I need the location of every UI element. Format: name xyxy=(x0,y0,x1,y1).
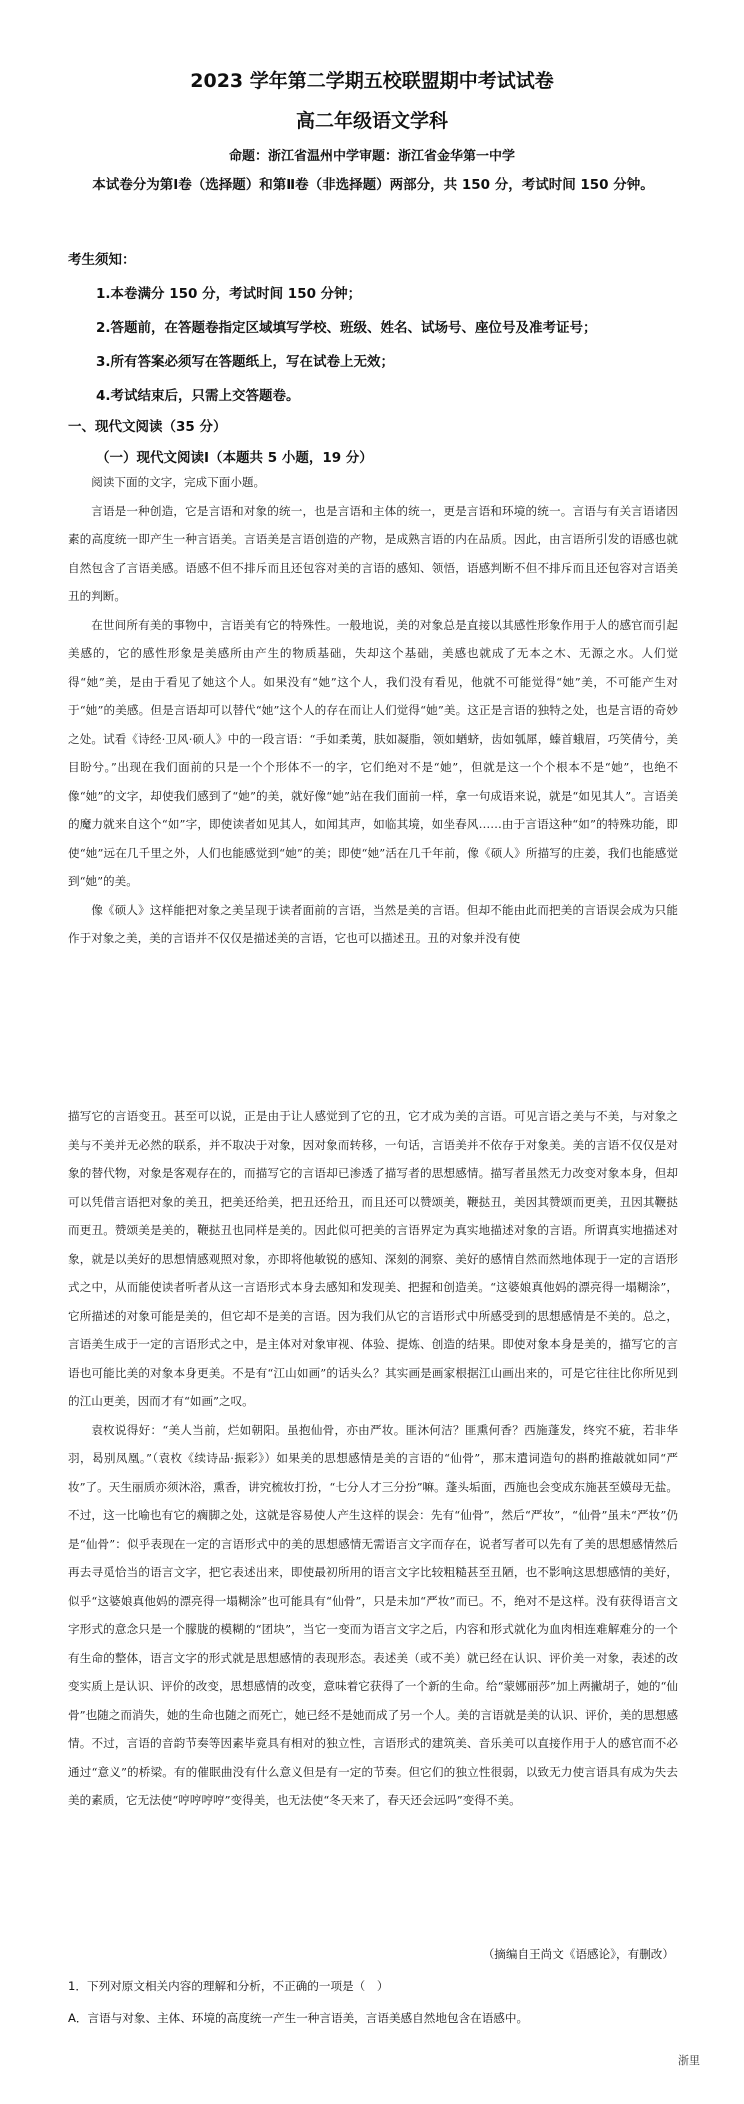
question-stem: 1．下列对原文相关内容的理解和分析，不正确的一项是（ ） xyxy=(68,1979,389,1993)
paragraph-1: 言语是一种创造，它是言语和对象的统一，也是言语和主体的统一，更是言语和环境的统一。言语与有关言语诸因素的高度统一即产生一种言语美。言语美是言语创造的产物，是成熟言语的内在品质。因此，由言语所引发的语感也就自然包含了言语美感。语感不但不排斥而且还包容对美的言语的感知、领悟，语感判断不但不排斥而且还包容对言语美丑的判断。 xyxy=(68,503,678,603)
exam-title: 2023 学年第二学期五校联盟期中考试试卷 xyxy=(190,70,554,92)
notice-heading: 考生须知： xyxy=(68,252,136,268)
paragraph-4: 袁枚说得好：“美人当前，烂如朝阳。虽抱仙骨，亦由严妆。匪沐何洁？匪熏何香？西施蓬发，终究不疵，若非华羽，曷别凤凰。”（袁枚《续诗品·振彩》）如果美的思想感情是美的言语的“仙骨”，那末遣词造句的斟酌推敲就如同“严妆”了。天生丽质亦须沐浴，熏香，讲究梳妆打扮，“七分人才三分扮”嘛。蓬头垢面，西施也会变成东施甚至嫫母无盐。不过，这一比喻也有它的瘸脚之处，这就是容易使人产生这样的误会：先有“仙骨”，然后“严妆”，“仙骨”虽未“严妆”仍是“仙骨”：似乎表现在一定的言语形式中的美的思想感情无需语言文字而存在，说者写者可以先有了美的思想感情然后再去寻觅恰当的语言文字，把它表述出来，即使最初所用的语言文字比较粗糙甚至丑陋，也不影响这思想感情的美好，似乎“这婆娘真他妈的漂亮得一塌糊涂”也可能具有“仙骨”，只是未加“严妆”而已。不，绝对不是这样。没有获得语言文字形式的意念只是一个朦胧的模糊的“团块”，当它一变而为语言文字之后，内容和形式就化为血肉相连难解难分的一个有生命的整体，语言文字的形式就是思想感情的表现形态。表述美（或不美）就已经在认识、评价美一对象，表述的改变实质上是认识、评价的改变，思想感情的改变，意味着它获得了一个新的生命。给“蒙娜丽莎”加上两撇胡子，她的“仙骨”也随之而消失，她的生命也随之而死亡，她已经不是她而成了另一个人。美的言语就是美的认识、评价，美的思想感情。不过，言语的音韵节奏等因素毕竟具有相对的独立性，言语形式的建筑美、音乐美可以直接作用于人的感官而不必通过“意义”的桥梁。有的催眠曲没有什么意义但是有一定的节奏。但它们的独立性很弱，以致无力使言语具有成为失去美的素质，它无法使“哼哼哼哼”变得美，也无法使“冬天来了，春天还会远吗”变得不美。 xyxy=(68,1422,678,1807)
section-heading: 一、现代文阅读（35 分） xyxy=(68,419,227,435)
notice-item-1: 1.本卷满分 150 分，考试时间 150 分钟； xyxy=(96,286,362,302)
exam-authors: 命题：浙江省温州中学审题：浙江省金华第一中学 xyxy=(228,149,515,164)
page-footer: 浙里 xyxy=(678,2054,700,2067)
paragraph-3-continued: 描写它的言语变丑。甚至可以说，正是由于让人感觉到了它的丑，它才成为美的言语。可见言语之美与不美，与对象之美与不美并无必然的联系，并不取决于对象，因对象而转移，一句话，言语美并不依存于对象美。美的言语不仅仅是对象的替代物，对象是客观存在的，而描写它的言语却已渗透了描写者的思想感情。描写者虽然无力改变对象本身，但却可以凭借言语把对象的美丑，把美还给美，把丑还给丑，而且还可以赞颂美，鞭挞丑，美因其赞颂而更美，丑因其鞭挞而更丑。赞颂美是美的，鞭挞丑也同样是美的。因此似可把美的言语界定为真实地描述对象的言语。所谓真实地描述对象，就是以美好的思想情感观照对象，亦即将他敏锐的感知、深刻的洞察、美好的感情自然而然地体现于一定的言语形式之中，从而能使读者听者从这一言语形式本身去感知和发现美、把握和创造美。“这婆娘真他妈的漂亮得一塌糊涂”，它所描述的对象可能是美的，但它却不是美的言语。因为我们从它的言语形式中所感受到的思想感情是不美的。总之，言语美生成于一定的言语形式之中，是主体对对象审视、体验、提炼、创造的结果。即使对象本身是美的，描写它的言语也可能比美的对象本身更美。不是有“江山如画”的话头么？其实画是画家根据江山画出来的，可是它往往比你所见到的江山更美，因而才有“如画”之叹。 xyxy=(68,1109,678,1408)
option-a[interactable]: A．言语与对象、主体、环境的高度统一产生一种言语美，言语美感自然地包含在语感中。 xyxy=(68,2011,529,2025)
paragraph-2: 在世间所有美的事物中，言语美有它的特殊性。一般地说，美的对象总是直接以其感性形象作用于人的感官而引起美感的，它的感性形象是美感所由产生的物质基础，失却这个基础，美感也就成了无本之木、无源之水。人们觉得“她”美，是由于看见了她这个人。如果没有“她”这个人，我们没有看见，他就不可能觉得“她”美，不可能产生对于“她”的美感。但是言语却可以替代“她”这个人的存在而让人们觉得“她”美。这正是言语的独特之处，也是言语的奇妙之处。试看《诗经·卫风·硕人》中的一段言语：“手如柔荑，肤如凝脂，领如蝤蛴，齿如瓠犀，螓首蛾眉，巧笑倩兮，美目盼兮。”出现在我们面前的只是一个个形体不一的字，它们绝对不是“她”，但就是这一个个根本不是“她”，也绝不像“她”的文字，却使我们感到了“她”的美，就好像“她”站在我们面前一样，拿一句成语来说，就是“如见其人”。言语美的魔力就来自这个“如”字，即使读者如见其人，如闻其声，如临其境，如坐春风……由于言语这种“如”的特殊功能，即使“她”远在几千里之外，人们也能感觉到“她”的美；即使“她”活在几千年前，像《硕人》所描写的庄姜，我们也能感觉到“她”的美。 xyxy=(68,617,678,888)
notice-item-4: 4.考试结束后，只需上交答题卷。 xyxy=(96,388,300,404)
passage-part-2 xyxy=(68,1102,678,1815)
passage-part-1 xyxy=(68,468,678,953)
paragraph-3: 像《硕人》这样能把对象之美呈现于读者面前的言语，当然是美的言语。但却不能由此而把美的言语误会成为只能作于对象之美，美的言语并不仅仅是描述美的言语，它也可以描述丑。丑的对象并没有使 xyxy=(68,902,678,945)
passage-source: （摘编自王尚文《语感论》，有删改） xyxy=(482,1947,674,1961)
exam-subtitle: 高二年级语文学科 xyxy=(295,110,448,132)
notice-item-2: 2.答题前，在答题卷指定区域填写学校、班级、姓名、试场号、座位号及准考证号； xyxy=(96,320,597,336)
exam-description: 本试卷分为第Ⅰ卷（选择题）和第Ⅱ卷（非选择题）两部分，共 150 分，考试时间 150 分钟。 xyxy=(92,177,654,193)
notice-item-3: 3.所有答案必须写在答题纸上，写在试卷上无效； xyxy=(96,354,395,370)
instruction: 阅读下面的文字，完成下面小题。 xyxy=(91,475,266,489)
section-subheading: （一）现代文阅读Ⅰ（本题共 5 小题，19 分） xyxy=(96,450,373,466)
